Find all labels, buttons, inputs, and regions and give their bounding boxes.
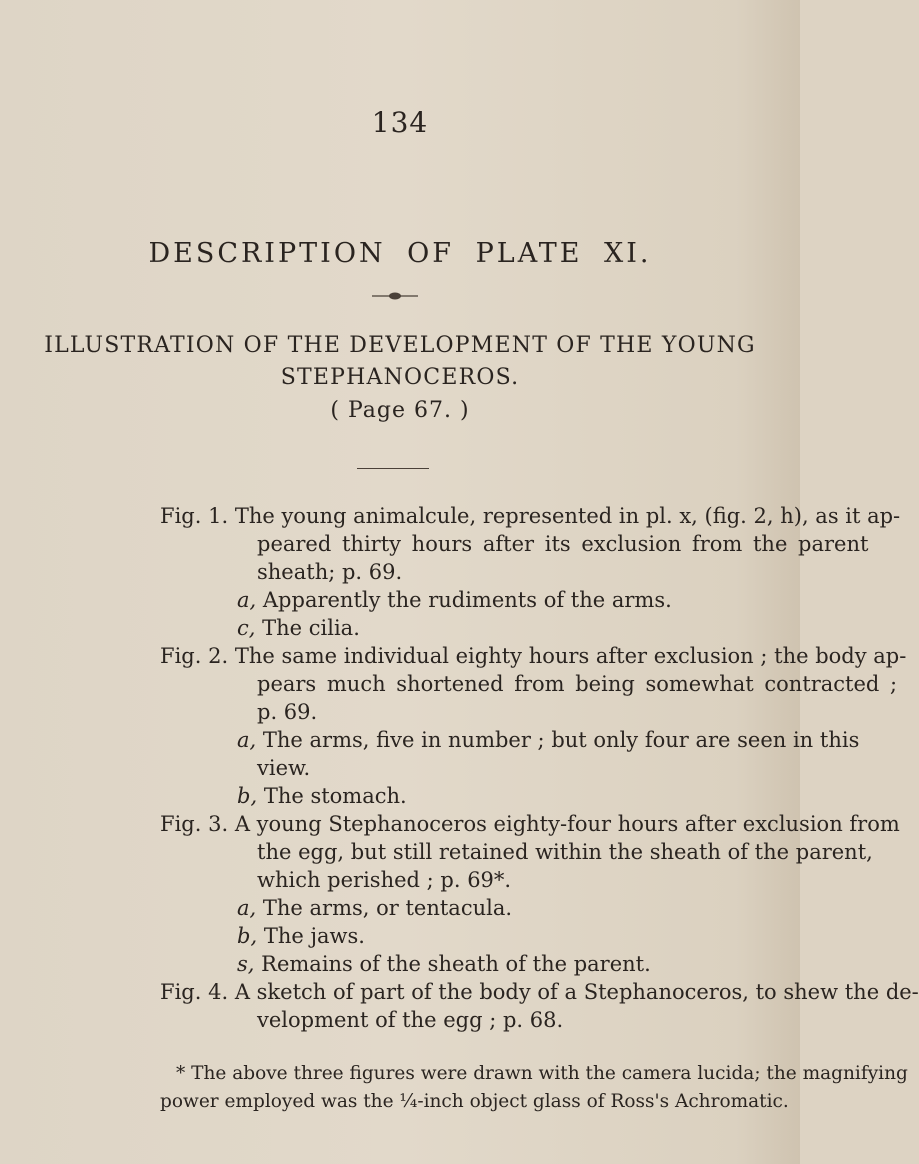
footnote-line-1: * The above three figures were drawn with the camera lucida; the magnifying xyxy=(176,1063,908,1084)
figure-1-line-3: sheath; p. 69. xyxy=(257,560,403,584)
plate-title: DESCRIPTION OF PLATE XI. xyxy=(148,238,652,269)
item-text: The stomach. xyxy=(263,784,407,808)
figure-2-item-a xyxy=(237,726,859,754)
figure-3-line-3: which perished ; p. 69*. xyxy=(257,868,512,892)
figure-label: Fig. 4. xyxy=(160,980,229,1004)
figure-text: The same individual eighty hours after exclusion ; the body ap- xyxy=(234,644,907,668)
item-key: c, xyxy=(237,616,256,640)
item-text: The cilia. xyxy=(262,616,360,640)
ornament-divider xyxy=(370,290,420,302)
item-key: a, xyxy=(237,588,257,612)
heading-line-1: ILLUSTRATION OF THE DEVELOPMENT OF THE YOUNG xyxy=(44,333,756,358)
figure-2-line-3: p. 69. xyxy=(257,700,318,724)
figure-3-item-a xyxy=(237,894,512,922)
figure-3-line-2: the egg, but still retained within the sheath of the parent, xyxy=(257,840,873,864)
item-text: The jaws. xyxy=(263,924,365,948)
section-heading xyxy=(0,330,800,394)
figure-3-line-1 xyxy=(160,810,900,838)
figure-label: Fig. 3. xyxy=(160,812,229,836)
figure-1-item-c xyxy=(237,614,360,642)
figure-4-line-1 xyxy=(160,978,919,1006)
figure-text: A sketch of part of the body of a Stephanoceros, to shew the de- xyxy=(234,980,919,1004)
figure-1-line-2: peared thirty hours after its exclusion from the parent xyxy=(257,532,869,556)
figure-2-item-b xyxy=(237,782,407,810)
item-key: b, xyxy=(237,784,258,808)
item-key: a, xyxy=(237,896,257,920)
figure-2-line-2: pears much shortened from being somewhat contracted ; xyxy=(257,672,898,696)
footnote-line-2: power employed was the ¼-inch object glass of Ross's Achromatic. xyxy=(160,1091,789,1112)
figure-2-line-1 xyxy=(160,642,906,670)
item-text: The arms, or tentacula. xyxy=(262,896,513,920)
item-text: Apparently the rudiments of the arms. xyxy=(262,588,672,612)
heading-line-2: STEPHANOCEROS. xyxy=(280,365,520,390)
figure-3-item-b xyxy=(237,922,365,950)
page-number: 134 xyxy=(371,106,429,139)
item-text: Remains of the sheath of the parent. xyxy=(261,952,651,976)
figure-4-line-2: velopment of the egg ; p. 68. xyxy=(257,1008,564,1032)
figure-label: Fig. 1. xyxy=(160,504,229,528)
figure-1-line-1 xyxy=(160,502,900,530)
figure-1-item-a xyxy=(237,586,672,614)
item-text: The arms, five in number ; but only four are seen in this xyxy=(262,728,860,752)
item-key: b, xyxy=(237,924,258,948)
figure-text: The young animalcule, represented in pl. x, (fig. 2, h), as it ap- xyxy=(234,504,901,528)
item-key: s, xyxy=(237,952,255,976)
figure-label: Fig. 2. xyxy=(160,644,229,668)
figure-2-item-a-continuation: view. xyxy=(257,756,311,780)
horizontal-rule xyxy=(357,468,429,469)
page-reference: ( Page 67. ) xyxy=(330,398,470,423)
figure-text: A young Stephanoceros eighty-four hours after exclusion from xyxy=(234,812,900,836)
item-key: a, xyxy=(237,728,257,752)
figure-3-item-s xyxy=(237,950,651,978)
